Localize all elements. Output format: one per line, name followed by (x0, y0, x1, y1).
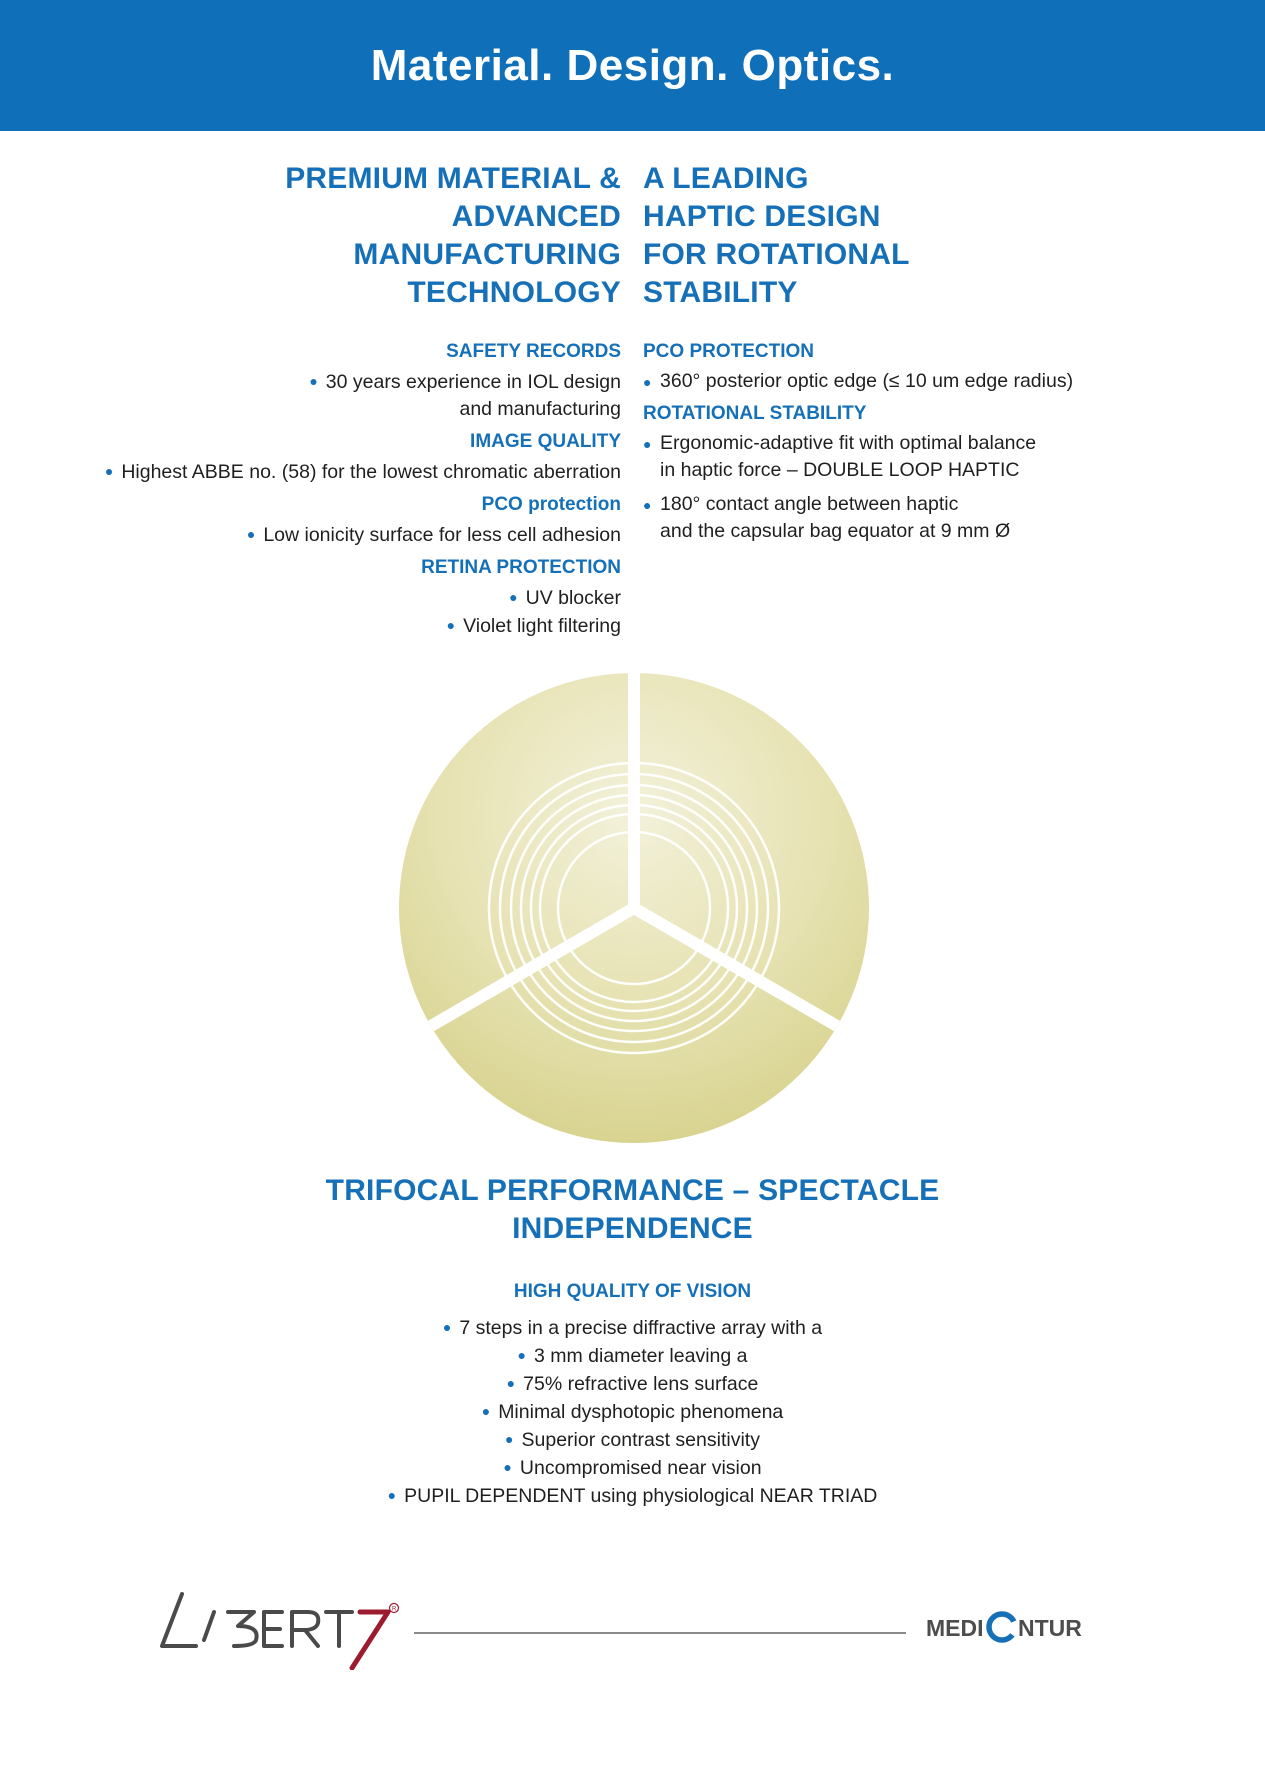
material-title-line: ADVANCED (451, 200, 621, 233)
safety-records-heading: SAFETY RECORDS (446, 341, 621, 362)
list-item: ● 360° posterior optic edge (≤ 10 um edge radius) (643, 368, 1223, 395)
material-title-line: PREMIUM MATERIAL & (285, 162, 621, 195)
trifocal-lens-illustration (398, 672, 870, 1144)
bullet-icon: ● (643, 374, 652, 390)
bullet-icon: ● (643, 436, 652, 452)
footer-divider (414, 1632, 906, 1634)
trifocal-title-line: TRIFOCAL PERFORMANCE – SPECTACLE (325, 1174, 940, 1207)
list-item: ● 75% refractive lens surface (506, 1373, 759, 1395)
list-item: ● 30 years experience in IOL design (309, 371, 621, 393)
bullet-icon: ● (442, 1319, 452, 1335)
svg-text:R: R (392, 1606, 397, 1613)
list-item: ● Ergonomic-adaptive fit with optimal balance in haptic force – DOUBLE LOOP HAPTIC (643, 432, 1037, 481)
list-item-continuation: and manufacturing (459, 398, 621, 420)
bullet-icon: ● (517, 1347, 526, 1363)
bullet-icon: ● (104, 463, 114, 479)
page-title: Material. Design. Optics. (370, 40, 895, 90)
bullet-icon: ● (481, 1403, 491, 1419)
svg-text:NTUR: NTUR (1018, 1615, 1082, 1641)
libert7-logo (156, 1588, 401, 1670)
list-item: ● 3 mm diameter leaving a (517, 1345, 748, 1367)
bullet-icon: ● (446, 617, 456, 633)
haptic-title-line: HAPTIC DESIGN (643, 200, 881, 233)
pco-protection-heading: PCO protection (481, 494, 621, 515)
list-item: ● Highest ABBE no. (58) for the lowest chromatic aberration (104, 461, 621, 483)
list-item: ● Uncompromised near vision (503, 1457, 762, 1479)
list-item: ● 7 steps in a precise diffractive array with a (442, 1317, 823, 1339)
page-header (0, 0, 1265, 131)
pco-protection-heading: PCO PROTECTION (643, 341, 815, 362)
retina-protection-heading: RETINA PROTECTION (421, 557, 621, 578)
image-quality-heading: IMAGE QUALITY (470, 431, 621, 452)
material-title (21, 160, 621, 312)
list-item: ● 180° contact angle between haptic and the capsular bag equator at 9 mm Ø (643, 493, 1011, 542)
list-item: ● UV blocker (509, 587, 621, 609)
material-column (21, 160, 621, 640)
svg-text:MEDI: MEDI (926, 1615, 984, 1641)
material-title-line: TECHNOLOGY (407, 276, 621, 309)
bullet-icon: ● (309, 373, 318, 389)
bullet-icon: ● (387, 1487, 397, 1503)
bullet-icon: ● (246, 526, 256, 542)
trifocal-title (0, 1172, 1265, 1248)
haptic-title (643, 160, 1223, 312)
vision-quality-heading: HIGH QUALITY OF VISION (513, 1281, 752, 1302)
haptic-title-line: STABILITY (643, 276, 798, 309)
list-item: ● Violet light filtering (446, 615, 621, 637)
trifocal-title-line: INDEPENDENCE (512, 1212, 753, 1245)
material-title-line: MANUFACTURING (353, 238, 621, 271)
bullet-icon: ● (505, 1431, 514, 1447)
medicontur-logo (926, 1609, 1106, 1645)
rotational-stability-heading: ROTATIONAL STABILITY (643, 403, 867, 424)
list-item: ● Minimal dysphotopic phenomena (481, 1401, 784, 1423)
bullet-icon: ● (509, 589, 518, 605)
haptic-column (643, 160, 1223, 545)
haptic-title-line: FOR ROTATIONAL (643, 238, 910, 271)
bullet-icon: ● (643, 497, 652, 513)
bullet-icon: ● (506, 1375, 516, 1391)
bullet-icon: ● (503, 1459, 512, 1475)
haptic-title-line: A LEADING (643, 162, 809, 195)
list-item: ● Superior contrast sensitivity (505, 1429, 760, 1451)
list-item: ● PUPIL DEPENDENT using physiological NEAR TRIAD (387, 1485, 878, 1507)
trifocal-section (0, 1172, 1265, 1510)
list-item: ● Low ionicity surface for less cell adhesion (246, 524, 621, 546)
